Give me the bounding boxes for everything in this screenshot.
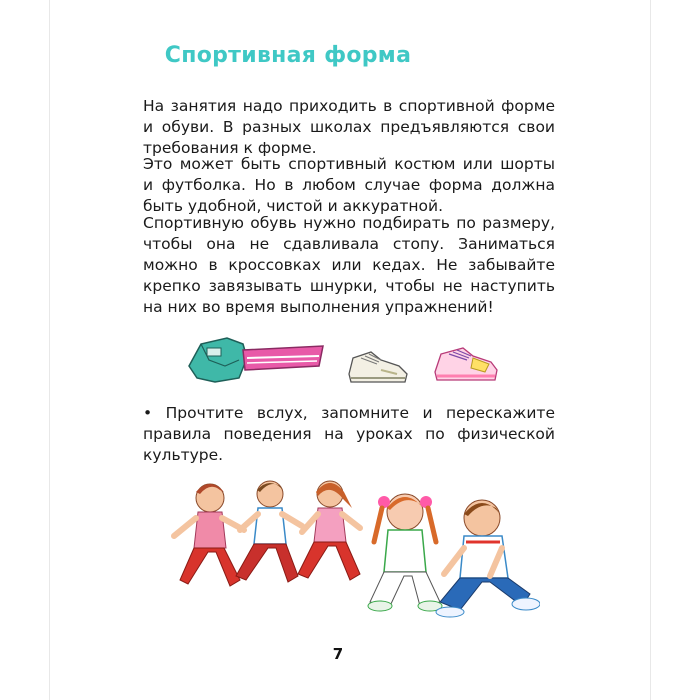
clothing-illustration — [185, 330, 515, 390]
paragraph-2 — [143, 154, 555, 217]
pink-sneaker-icon — [435, 348, 497, 380]
page-title: Спортивная форма — [164, 43, 412, 68]
children-scene-illustration — [160, 470, 540, 640]
task-text — [143, 403, 555, 466]
running-boy-icon — [174, 484, 244, 586]
paragraph-3 — [143, 213, 555, 318]
paragraph-1-text: На занятия надо приходить в спортивной форме и обуви. В разных школах предъявляются свои требования к форме. — [143, 97, 555, 157]
paragraph-2-text: Это может быть спортивный костюм или шорты и футболка. Но в любом случае форма должна быть удобной, чистой и аккуратной. — [143, 155, 555, 215]
tracksuit-icon — [189, 338, 323, 382]
boy-tying-shoes-icon — [436, 500, 540, 617]
paragraph-3-text: Спортивную обувь нужно подбирать по размеру, чтобы она не сдавливала стопу. Заниматься можно в кроссовках или кедах. Не забывайте крепко завязывать шнурки, чтобы не наступить на них во время выполнения упражнений! — [143, 214, 555, 316]
running-girl-icon — [298, 481, 360, 580]
task-text-content: • Прочтите вслух, запомните и перескажите правила поведения на уроках по физической культуре. — [143, 404, 555, 464]
sitting-girl-icon — [368, 494, 442, 611]
page-number: 7 — [332, 645, 344, 663]
paragraph-1 — [143, 96, 555, 159]
white-sneaker-icon — [349, 352, 407, 382]
